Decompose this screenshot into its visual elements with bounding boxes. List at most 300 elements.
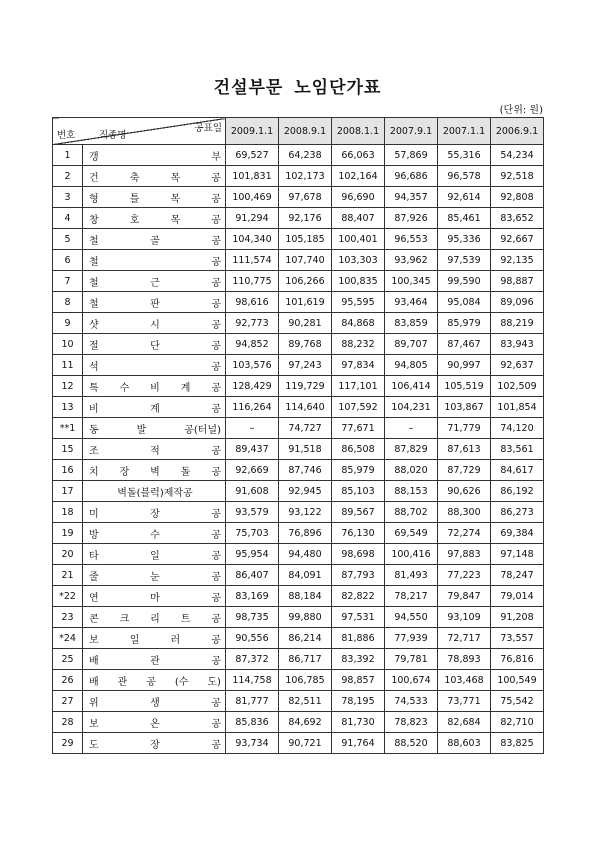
row-number: 5 (53, 229, 83, 250)
wage-value: 72,274 (438, 523, 491, 544)
job-name-part: 생 (150, 697, 160, 709)
wage-value: 100,469 (226, 187, 279, 208)
job-name-part: 공 (211, 214, 221, 226)
wage-value: 83,169 (226, 586, 279, 607)
wage-value: 81,886 (332, 628, 385, 649)
job-name-part: 공 (211, 277, 221, 289)
wage-value: 88,407 (332, 208, 385, 229)
job-name-part: 수 (150, 529, 160, 541)
table-row (53, 607, 544, 628)
wage-value: 107,740 (279, 250, 332, 271)
job-name-part: 근 (150, 277, 160, 289)
wage-value: 97,531 (332, 607, 385, 628)
table-row (53, 691, 544, 712)
table-row (53, 502, 544, 523)
job-name-part: 러 (170, 634, 181, 646)
wage-value: 86,192 (491, 481, 544, 502)
job-name-part: 공 (211, 235, 221, 247)
wage-value: 104,231 (385, 397, 438, 418)
job-name-part: 일 (129, 634, 140, 646)
date-header: 2007.1.1 (438, 118, 491, 145)
wage-value: 105,185 (279, 229, 332, 250)
wage-value: 90,556 (226, 628, 279, 649)
wage-value: 101,831 (226, 166, 279, 187)
wage-value: 114,640 (279, 397, 332, 418)
wage-value: 93,109 (438, 607, 491, 628)
table-row (53, 166, 544, 187)
job-name-part: 공 (211, 529, 221, 541)
table-row (53, 208, 544, 229)
wage-value: 78,893 (438, 649, 491, 670)
wage-value: 79,781 (385, 649, 438, 670)
row-number: *24 (53, 628, 83, 649)
table-row (53, 565, 544, 586)
wage-value: 91,294 (226, 208, 279, 229)
wage-value: 75,703 (226, 523, 279, 544)
unit-label: (단위: 원) (499, 105, 543, 116)
wage-value: 69,549 (385, 523, 438, 544)
job-name-part: 동 (89, 424, 99, 436)
table-row (53, 670, 544, 691)
wage-value: 88,300 (438, 502, 491, 523)
table-row (53, 355, 544, 376)
job-name-cell (83, 208, 226, 229)
wage-value: 96,553 (385, 229, 438, 250)
row-number: 12 (53, 376, 83, 397)
wage-value: 103,576 (226, 355, 279, 376)
job-name-part: 보 (89, 718, 99, 730)
wage-value: 101,854 (491, 397, 544, 418)
table-row (53, 397, 544, 418)
wage-value: 86,717 (279, 649, 332, 670)
table-row (53, 187, 544, 208)
job-name-part: 트 (180, 613, 191, 625)
table-row (53, 313, 544, 334)
job-name-part: 타 (89, 550, 99, 562)
job-name-part: 공 (211, 613, 221, 625)
wage-value: 92,176 (279, 208, 332, 229)
table-row (53, 628, 544, 649)
table-row (53, 586, 544, 607)
wage-value: 91,608 (226, 481, 279, 502)
table-row (53, 439, 544, 460)
wage-value: 79,847 (438, 586, 491, 607)
wage-value: 83,825 (491, 733, 544, 754)
wage-value: 103,468 (438, 670, 491, 691)
wage-value: 102,164 (332, 166, 385, 187)
row-number: 3 (53, 187, 83, 208)
wage-value: 81,493 (385, 565, 438, 586)
wage-value: 82,822 (332, 586, 385, 607)
wage-value: 96,690 (332, 187, 385, 208)
row-number: 11 (53, 355, 83, 376)
job-name-part: 공 (211, 298, 221, 310)
wage-value: 87,467 (438, 334, 491, 355)
job-name-cell (83, 565, 226, 586)
wage-value: 92,518 (491, 166, 544, 187)
job-name-part: 미 (89, 508, 99, 520)
row-number: 20 (53, 544, 83, 565)
wage-value: 97,148 (491, 544, 544, 565)
wage-value: 71,779 (438, 418, 491, 439)
table-row (53, 145, 544, 166)
table-row (53, 523, 544, 544)
header-corner-cell (53, 118, 226, 145)
job-name-part: 공 (211, 193, 221, 205)
wage-value: 88,219 (491, 313, 544, 334)
wage-value: 103,303 (332, 250, 385, 271)
job-name-cell (83, 334, 226, 355)
job-name-part: 철 (89, 256, 99, 268)
wage-value: 105,519 (438, 376, 491, 397)
job-name-part: 절 (89, 340, 99, 352)
wage-value: 77,671 (332, 418, 385, 439)
job-name-part: 공 (211, 550, 221, 562)
wage-value: 88,520 (385, 733, 438, 754)
job-name-part: 공 (211, 634, 221, 646)
wage-value: 93,962 (385, 250, 438, 271)
wage-value: 119,729 (279, 376, 332, 397)
wage-value: 84,617 (491, 460, 544, 481)
wage-value: 100,416 (385, 544, 438, 565)
job-name-part: 비 (89, 403, 99, 415)
wage-value: 99,590 (438, 271, 491, 292)
wage-table (52, 117, 544, 754)
wage-value: 73,557 (491, 628, 544, 649)
wage-value: 100,549 (491, 670, 544, 691)
row-number: 16 (53, 460, 83, 481)
job-name-part: 공 (211, 508, 221, 520)
job-name-cell (83, 355, 226, 376)
job-name-cell (83, 418, 226, 439)
wage-value: 98,616 (226, 292, 279, 313)
wage-value: 92,945 (279, 481, 332, 502)
job-name-part: 비 (150, 382, 160, 394)
job-name-part: 장 (150, 739, 160, 751)
job-name-part: 콘 (89, 613, 99, 625)
wage-value: 75,542 (491, 691, 544, 712)
job-name-part: 공 (211, 382, 221, 394)
wage-value: 94,805 (385, 355, 438, 376)
wage-value: 111,574 (226, 250, 279, 271)
wage-value: 88,232 (332, 334, 385, 355)
row-number: 29 (53, 733, 83, 754)
job-name-cell (83, 691, 226, 712)
wage-value: 88,153 (385, 481, 438, 502)
row-number: 18 (53, 502, 83, 523)
job-name-cell (83, 313, 226, 334)
wage-value: 90,626 (438, 481, 491, 502)
wage-value: 104,340 (226, 229, 279, 250)
job-name-part: 철 (89, 235, 99, 247)
job-name-part: 발 (136, 424, 147, 436)
header-row (53, 118, 544, 145)
wage-value: 100,835 (332, 271, 385, 292)
wage-value: 100,401 (332, 229, 385, 250)
wage-value: 92,669 (226, 460, 279, 481)
wage-value: 107,592 (332, 397, 385, 418)
job-name-cell (83, 502, 226, 523)
wage-value: 88,184 (279, 586, 332, 607)
job-name-part: 관 (117, 676, 128, 688)
job-name-part: 목 (170, 193, 181, 205)
wage-value: – (385, 418, 438, 439)
job-name-part: 장 (119, 466, 130, 478)
wage-value: 86,214 (279, 628, 332, 649)
wage-value: 79,014 (491, 586, 544, 607)
wage-value: 94,550 (385, 607, 438, 628)
wage-value: 69,384 (491, 523, 544, 544)
wage-value: 74,533 (385, 691, 438, 712)
row-number: 13 (53, 397, 83, 418)
wage-value: 94,852 (226, 334, 279, 355)
job-name-part: 벽돌(블럭)제작공 (117, 487, 193, 499)
job-name-part: 도) (207, 676, 221, 688)
wage-value: 97,678 (279, 187, 332, 208)
wage-value: 96,578 (438, 166, 491, 187)
wage-value: 89,096 (491, 292, 544, 313)
wage-value: 117,101 (332, 376, 385, 397)
wage-value: 87,613 (438, 439, 491, 460)
date-header: 2006.9.1 (491, 118, 544, 145)
wage-value: 92,614 (438, 187, 491, 208)
job-name-part: 위 (89, 697, 99, 709)
wage-value: 114,758 (226, 670, 279, 691)
wage-value: 97,883 (438, 544, 491, 565)
wage-value: 85,836 (226, 712, 279, 733)
wage-value: 92,135 (491, 250, 544, 271)
wage-value: 97,834 (332, 355, 385, 376)
wage-value: 128,429 (226, 376, 279, 397)
wage-value: 95,954 (226, 544, 279, 565)
wage-value: 77,223 (438, 565, 491, 586)
job-name-part: 공 (211, 571, 221, 583)
row-number: 7 (53, 271, 83, 292)
job-name-cell (83, 271, 226, 292)
date-header: 2009.1.1 (226, 118, 279, 145)
table-row (53, 649, 544, 670)
wage-value: 90,281 (279, 313, 332, 334)
wage-value: 87,926 (385, 208, 438, 229)
wage-value: 95,595 (332, 292, 385, 313)
row-number: 17 (53, 481, 83, 502)
job-name-part: 단 (150, 340, 160, 352)
job-name-part: 철 (89, 298, 99, 310)
job-name-part: 공(터널) (184, 424, 221, 436)
job-name-part: 공 (211, 655, 221, 667)
job-name-cell (83, 649, 226, 670)
table-row (53, 712, 544, 733)
job-name-cell (83, 460, 226, 481)
page-title: 건설부문 노임단가표 (213, 78, 382, 98)
row-number: 4 (53, 208, 83, 229)
table-body (53, 145, 544, 754)
wage-value: 85,461 (438, 208, 491, 229)
wage-value: 82,511 (279, 691, 332, 712)
wage-value: 98,857 (332, 670, 385, 691)
wage-value: 74,120 (491, 418, 544, 439)
job-name-part: 목 (170, 172, 181, 184)
row-number: 9 (53, 313, 83, 334)
job-name-part: 목 (170, 214, 181, 226)
wage-value: 78,195 (332, 691, 385, 712)
wage-value: 77,939 (385, 628, 438, 649)
table-row (53, 334, 544, 355)
job-name-cell (83, 229, 226, 250)
job-name-part: 호 (129, 214, 140, 226)
wage-value: 83,561 (491, 439, 544, 460)
table-row (53, 460, 544, 481)
wage-value: 84,091 (279, 565, 332, 586)
wage-value: 91,518 (279, 439, 332, 460)
wage-value: 95,084 (438, 292, 491, 313)
wage-value: 92,667 (491, 229, 544, 250)
date-header: 2008.1.1 (332, 118, 385, 145)
announce-date-header: 공표일 (194, 123, 222, 134)
row-number: 6 (53, 250, 83, 271)
wage-value: 86,508 (332, 439, 385, 460)
wage-value: 55,316 (438, 145, 491, 166)
job-name-part: 치 (89, 466, 99, 478)
wage-value: 99,880 (279, 607, 332, 628)
wage-value: 97,243 (279, 355, 332, 376)
wage-value: 110,775 (226, 271, 279, 292)
job-name-part: 샷 (89, 319, 99, 331)
job-name-part: 배 (89, 676, 99, 688)
wage-value: 73,771 (438, 691, 491, 712)
job-name-cell (83, 712, 226, 733)
job-name-part: 보 (89, 634, 99, 646)
row-number: 21 (53, 565, 83, 586)
wage-value: 93,464 (385, 292, 438, 313)
wage-value: 88,020 (385, 460, 438, 481)
wage-value: 81,730 (332, 712, 385, 733)
job-name-part: 크 (119, 613, 130, 625)
row-number: 15 (53, 439, 83, 460)
job-name-part: 공 (211, 172, 221, 184)
job-name-part: 공 (211, 340, 221, 352)
wage-value: 91,208 (491, 607, 544, 628)
job-name-cell (83, 523, 226, 544)
job-name-part: 마 (150, 592, 160, 604)
wage-value: 78,823 (385, 712, 438, 733)
wage-value: 94,480 (279, 544, 332, 565)
job-name-part: 공 (211, 592, 221, 604)
row-number: 1 (53, 145, 83, 166)
wage-value: 83,859 (385, 313, 438, 334)
job-name-part: 공 (211, 466, 221, 478)
wage-value: 78,217 (385, 586, 438, 607)
row-number: 8 (53, 292, 83, 313)
job-name-cell (83, 187, 226, 208)
wage-value: 84,692 (279, 712, 332, 733)
wage-value: 93,579 (226, 502, 279, 523)
wage-value: 83,943 (491, 334, 544, 355)
wage-value: 90,721 (279, 733, 332, 754)
job-name-part: 줄 (89, 571, 99, 583)
wage-value: 92,637 (491, 355, 544, 376)
wage-value: 93,734 (226, 733, 279, 754)
wage-value: 54,234 (491, 145, 544, 166)
wage-value: 106,785 (279, 670, 332, 691)
job-name-part: 철 (89, 277, 99, 289)
table-row (53, 418, 544, 439)
wage-value: 82,710 (491, 712, 544, 733)
wage-value: 72,717 (438, 628, 491, 649)
wage-value: 100,345 (385, 271, 438, 292)
job-name-part: 판 (150, 298, 160, 310)
job-name-part: 공 (146, 676, 156, 688)
job-name-part: 부 (211, 151, 221, 163)
job-name-cell (83, 544, 226, 565)
job-name-part: 수 (119, 382, 130, 394)
job-name-cell (83, 481, 226, 502)
wage-value: 82,684 (438, 712, 491, 733)
wage-value: 116,264 (226, 397, 279, 418)
table-row (53, 376, 544, 397)
job-name-part: 창 (89, 214, 99, 226)
row-number: 10 (53, 334, 83, 355)
job-name-cell (83, 628, 226, 649)
wage-value: 92,773 (226, 313, 279, 334)
wage-value: 93,122 (279, 502, 332, 523)
job-name-cell (83, 292, 226, 313)
wage-value: 89,707 (385, 334, 438, 355)
job-name-cell (83, 439, 226, 460)
job-name-cell (83, 586, 226, 607)
wage-value: 87,793 (332, 565, 385, 586)
job-name-part: 공 (211, 445, 221, 457)
job-name-part: 형 (89, 193, 99, 205)
wage-value: 76,130 (332, 523, 385, 544)
job-name-part: 시 (150, 319, 160, 331)
wage-value: 87,829 (385, 439, 438, 460)
job-name-part: 공 (211, 361, 221, 373)
wage-value: 90,997 (438, 355, 491, 376)
row-number: 2 (53, 166, 83, 187)
job-name-cell (83, 670, 226, 691)
job-name-part: (수 (174, 676, 189, 688)
job-name-part: 공 (211, 403, 221, 415)
table-row (53, 271, 544, 292)
job-name-part: 관 (150, 655, 160, 667)
wage-value: 94,357 (385, 187, 438, 208)
wage-value: 102,509 (491, 376, 544, 397)
job-name-cell (83, 250, 226, 271)
wage-value: 103,867 (438, 397, 491, 418)
job-name-part: 공 (211, 718, 221, 730)
job-name-part: 공 (211, 319, 221, 331)
job-name-part: 틀 (129, 193, 140, 205)
table-row (53, 250, 544, 271)
job-name-part: 방 (89, 529, 99, 541)
job-name-part: 조 (89, 445, 99, 457)
wage-value: 88,603 (438, 733, 491, 754)
table-row (53, 733, 544, 754)
wage-value: 95,336 (438, 229, 491, 250)
job-name-part: 눈 (150, 571, 160, 583)
job-name-part: 배 (89, 655, 99, 667)
job-name-part: 리 (150, 613, 160, 625)
wage-value: 85,979 (332, 460, 385, 481)
date-header: 2007.9.1 (385, 118, 438, 145)
wage-value: 98,698 (332, 544, 385, 565)
job-name-part: 장 (150, 508, 160, 520)
job-name-part: 계 (150, 403, 160, 415)
wage-value: 74,727 (279, 418, 332, 439)
job-name-cell (83, 166, 226, 187)
job-name-cell (83, 145, 226, 166)
